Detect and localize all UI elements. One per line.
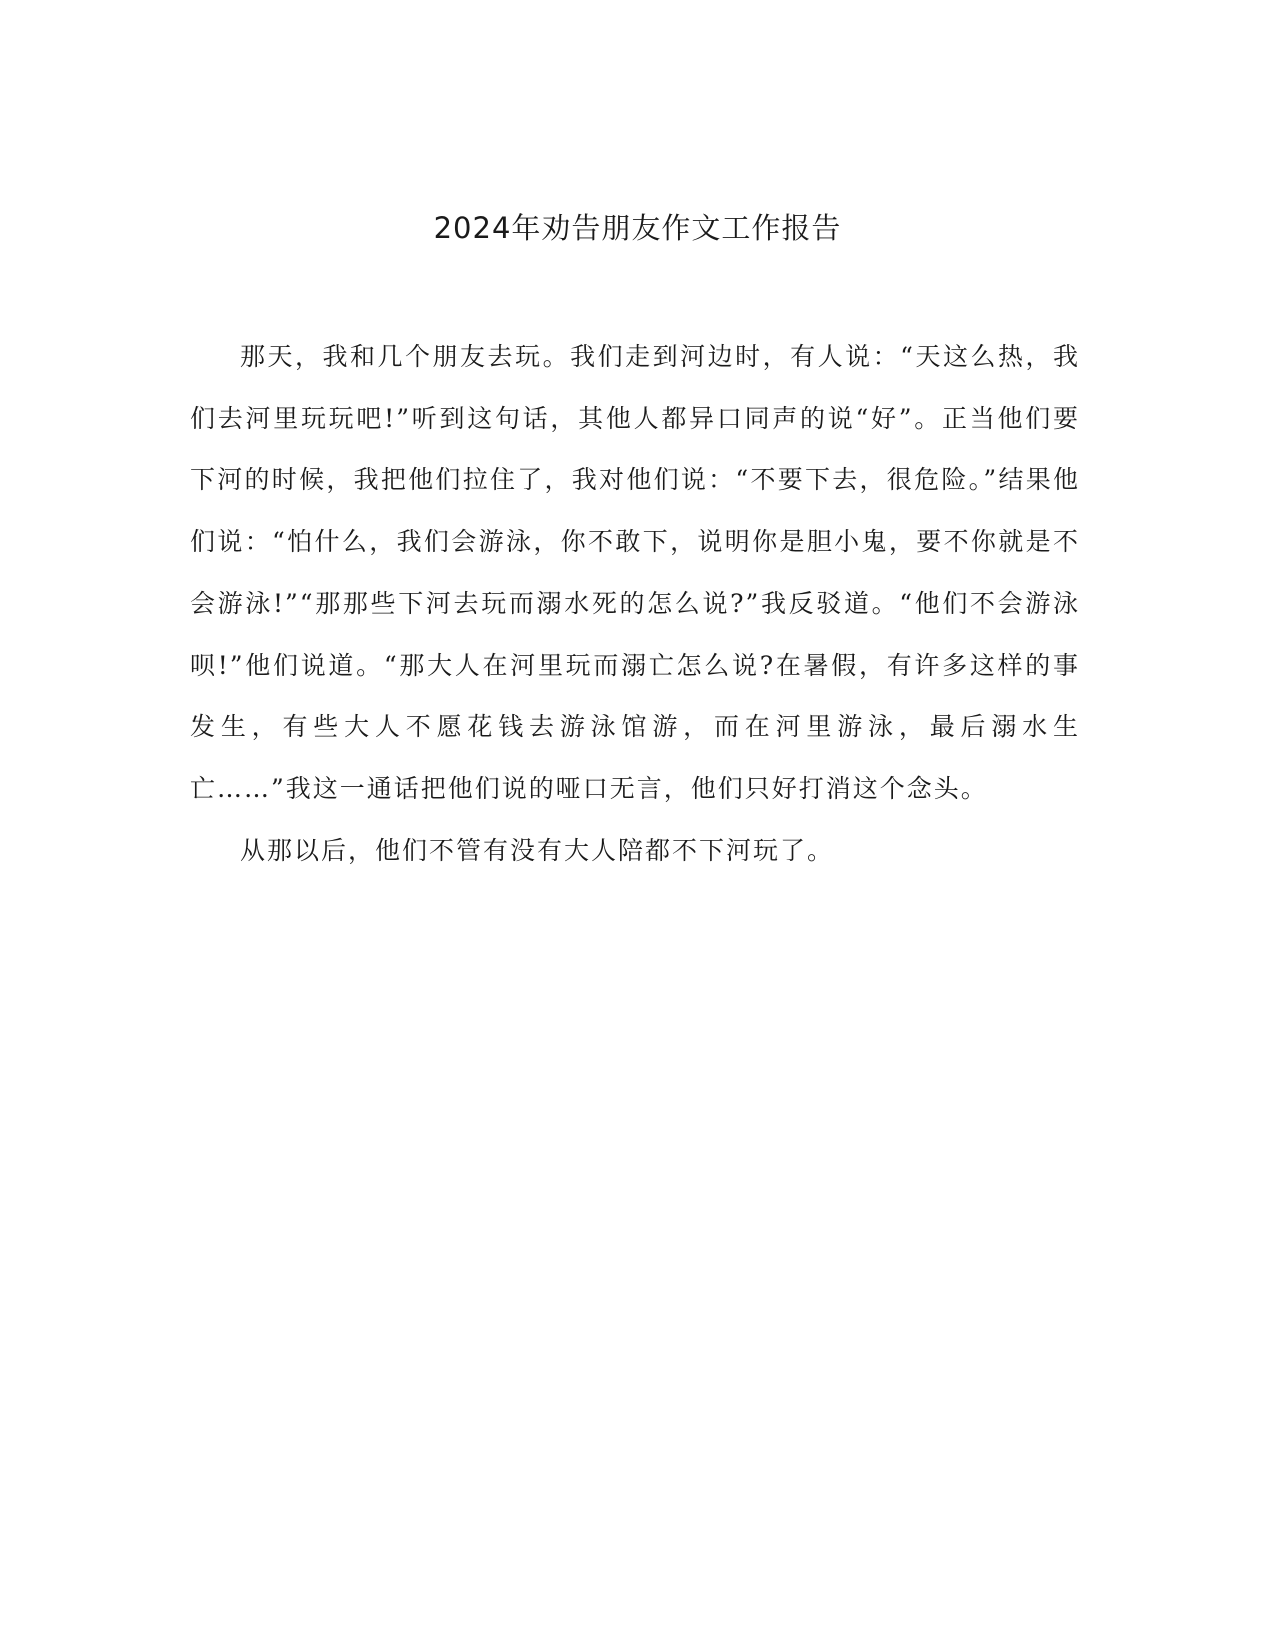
paragraph-1: 那天，我和几个朋友去玩。我们走到河边时，有人说：“天这么热，我们去河里玩玩吧!”听到这句话，其他人都异口同声的说“好”。正当他们要下河的时候，我把他们拉住了，我对他们说：“不要下去，很危险。”结果他们说：“怕什么，我们会游泳，你不敢下，说明你是胆小鬼，要不你就是不会游泳!”“那那些下河去玩而溺水死的怎么说?”我反驳道。“他们不会游泳呗!”他们说道。“那大人在河里玩而溺亡怎么说?在暑假，有许多这样的事发生，有些大人不愿花钱去游泳馆游，而在河里游泳，最后溺水生亡……”我这一通话把他们说的哑口无言，他们只好打消这个念头。	[190, 342, 1080, 803]
paragraph-2: 从那以后，他们不管有没有大人陪都不下河玩了。	[240, 835, 835, 865]
document-body	[190, 326, 1080, 881]
document-title: 2024年劝告朋友作文工作报告	[433, 211, 842, 245]
